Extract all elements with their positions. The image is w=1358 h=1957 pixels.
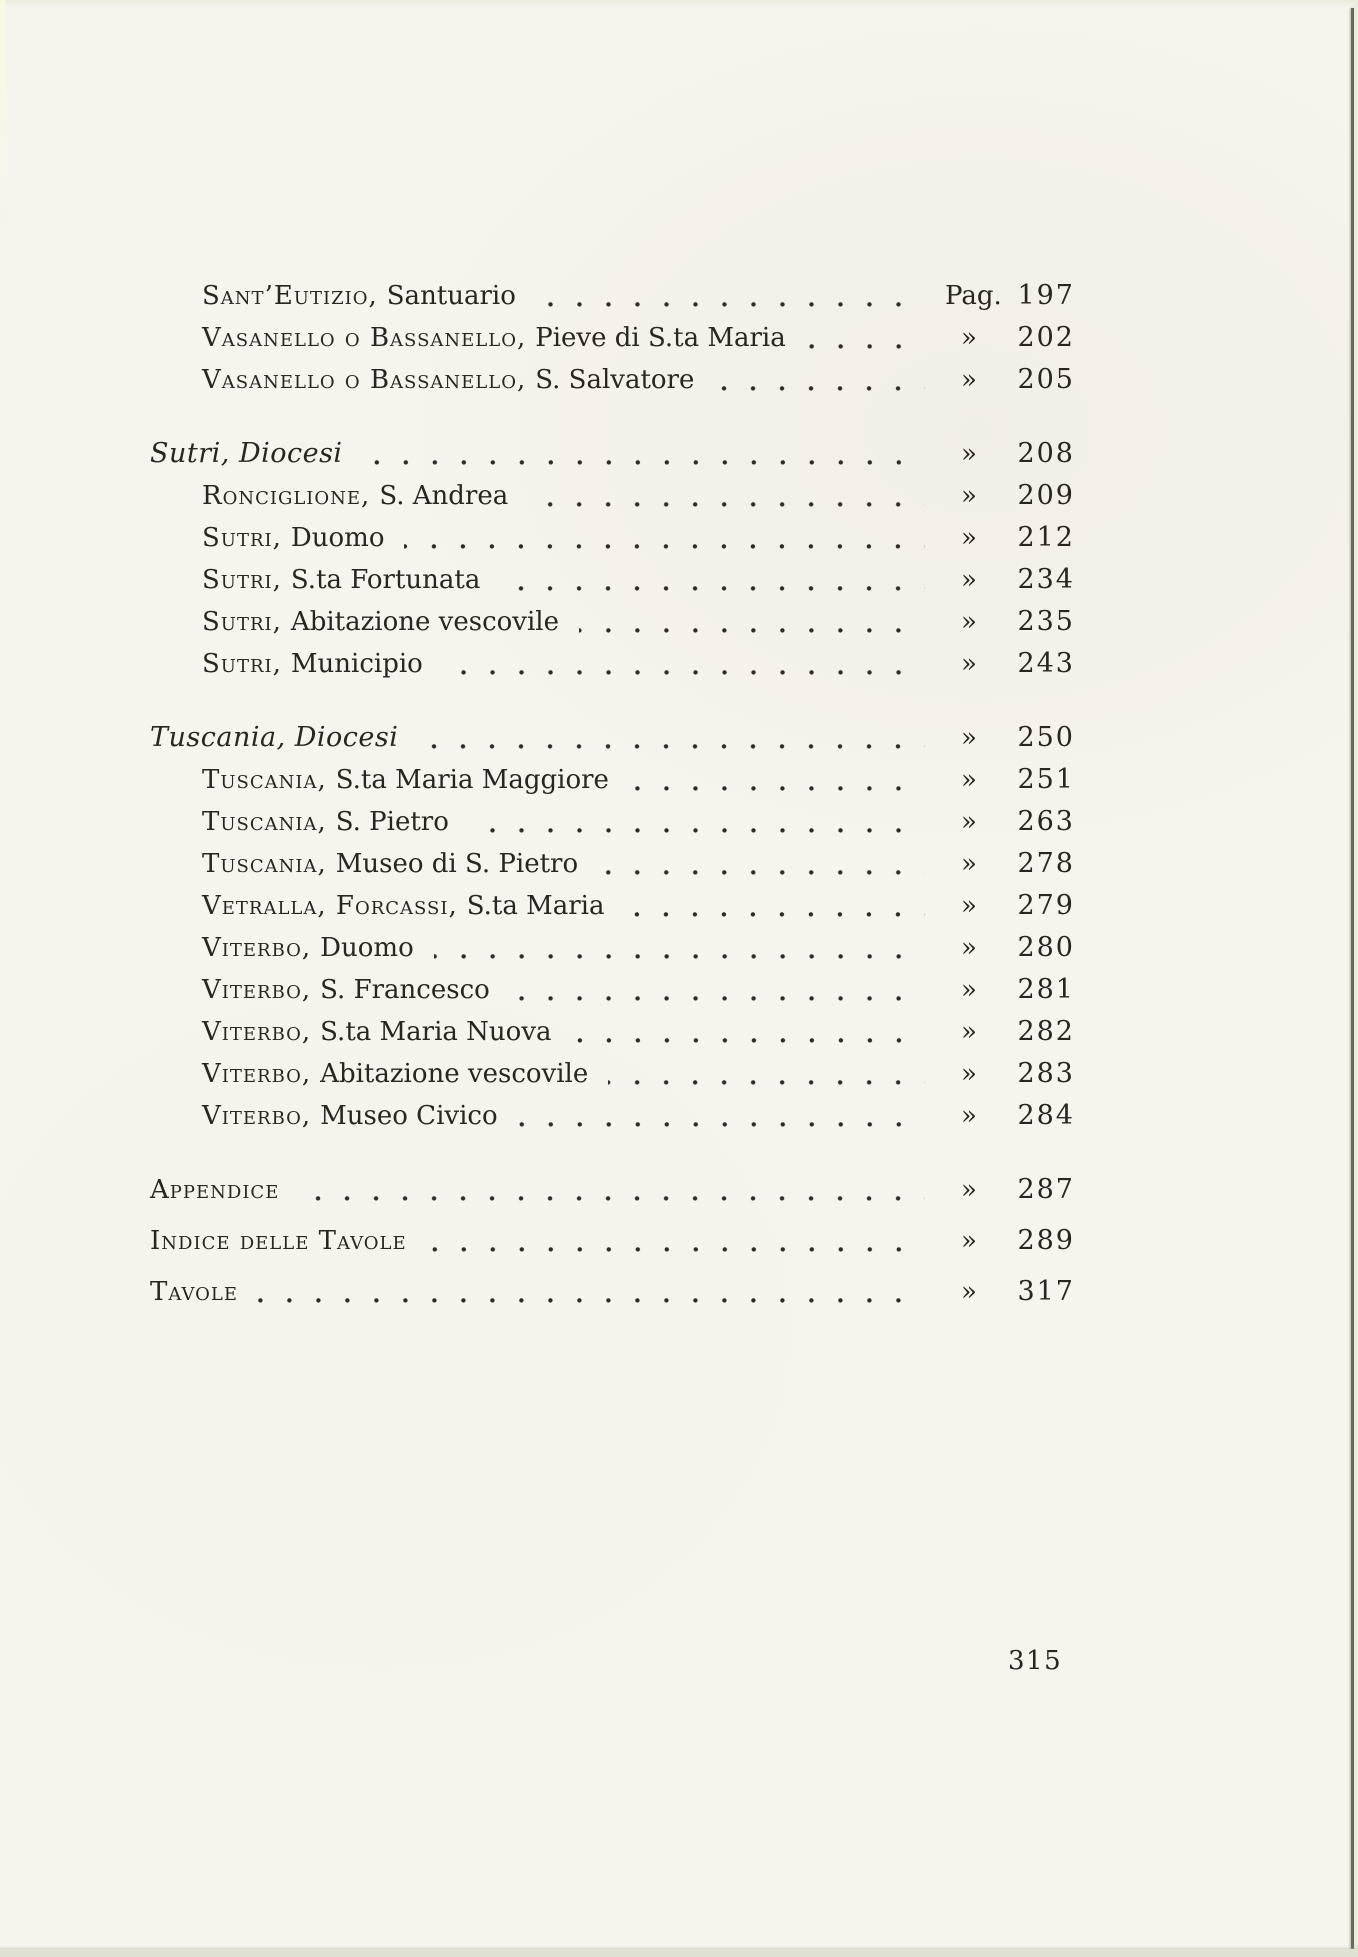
dot-leader xyxy=(480,559,945,601)
toc-row xyxy=(150,517,1075,559)
entry-name xyxy=(202,475,508,517)
page-ref-label: » xyxy=(961,723,977,753)
dot-leader xyxy=(498,1095,945,1137)
scan-left-edge-strip xyxy=(0,0,6,230)
entry-page-number: 250 xyxy=(1017,722,1075,753)
entry-name xyxy=(202,843,578,885)
entry-name xyxy=(202,969,490,1011)
entry-name xyxy=(202,317,786,359)
entry-name-rest: S. Andrea xyxy=(379,481,509,511)
entry-name-smallcaps: Sutri, xyxy=(202,565,282,595)
entry-name xyxy=(202,885,604,927)
page-ref-label: » xyxy=(961,1059,977,1089)
entry-page-number: 243 xyxy=(1017,648,1075,679)
page-ref-label: » xyxy=(961,1277,977,1307)
toc-row xyxy=(150,1220,1075,1262)
entry-name-smallcaps: Sutri, xyxy=(202,649,282,679)
page-ref-label: » xyxy=(961,807,977,837)
toc-row xyxy=(150,475,1075,517)
entry-page-number: 289 xyxy=(1017,1225,1075,1256)
entry-name xyxy=(202,1053,588,1095)
toc-row xyxy=(150,559,1075,601)
entry-name-smallcaps: Tuscania, Diocesi xyxy=(150,722,399,753)
page-ref-label: » xyxy=(961,565,977,595)
entry-name-smallcaps: Viterbo, xyxy=(202,933,312,963)
entry-page-number: 263 xyxy=(1017,806,1075,837)
entry-page-number: 279 xyxy=(1017,890,1075,921)
entry-name-smallcaps: Vasanello o Bassanello, xyxy=(202,323,527,353)
entry-page-number: 317 xyxy=(1017,1276,1075,1307)
dot-leader xyxy=(559,601,945,643)
entry-name-smallcaps: Sutri, Diocesi xyxy=(150,438,343,469)
dot-leader xyxy=(490,969,945,1011)
page-ref-label: » xyxy=(961,1175,977,1205)
page-ref-label: » xyxy=(961,975,977,1005)
toc-row xyxy=(150,433,1075,475)
toc-row xyxy=(150,275,1075,317)
entry-name-smallcaps: Sant’Eutizio, xyxy=(202,281,378,311)
scan-right-paper-edge xyxy=(1354,0,1358,1957)
entry-name xyxy=(202,1011,552,1053)
entry-page-number: 208 xyxy=(1017,438,1075,469)
entry-name-rest: S.ta Maria xyxy=(466,891,605,921)
entry-page-number: 235 xyxy=(1017,606,1075,637)
toc-row xyxy=(150,1271,1075,1313)
entry-name-rest: S. Pietro xyxy=(335,807,449,837)
entry-name-smallcaps: Vasanello o Bassanello, xyxy=(202,365,527,395)
dot-leader xyxy=(508,475,945,517)
entry-name-rest: Abitazione vescovile xyxy=(320,1059,589,1089)
entry-name xyxy=(150,433,343,475)
scan-bottom-edge xyxy=(0,1949,1358,1957)
toc-row xyxy=(150,1169,1075,1211)
entry-name-rest: Santuario xyxy=(386,281,516,311)
entry-name-smallcaps: Appendice xyxy=(150,1175,280,1205)
toc-row xyxy=(150,759,1075,801)
dot-leader xyxy=(604,885,945,927)
page-ref-label: » xyxy=(961,607,977,637)
entry-name-rest: S. Salvatore xyxy=(535,365,695,395)
entry-name xyxy=(202,359,694,401)
entry-name-smallcaps: Sutri, xyxy=(202,523,282,553)
page-folio-number: 315 xyxy=(1008,1646,1063,1676)
entry-page-number: 281 xyxy=(1017,974,1075,1005)
entry-name xyxy=(202,517,384,559)
entry-name-smallcaps: Tuscania, xyxy=(202,849,327,879)
entry-page-number: 251 xyxy=(1017,764,1075,795)
dot-leader xyxy=(516,275,945,317)
entry-name-rest: S.ta Fortunata xyxy=(290,565,481,595)
page-ref-label: Pag. xyxy=(945,281,1002,311)
toc-row xyxy=(150,801,1075,843)
entry-name xyxy=(202,601,559,643)
dot-leader xyxy=(552,1011,945,1053)
toc-row xyxy=(150,885,1075,927)
entry-name-smallcaps: Viterbo, xyxy=(202,1059,312,1089)
dot-leader xyxy=(407,1220,945,1262)
entry-name-rest: Museo Civico xyxy=(320,1101,498,1131)
entry-page-number: 280 xyxy=(1017,932,1075,963)
scan-top-edge xyxy=(0,0,1358,7)
toc-row xyxy=(150,927,1075,969)
dot-leader xyxy=(384,517,945,559)
entry-page-number: 282 xyxy=(1017,1016,1075,1047)
toc-row xyxy=(150,843,1075,885)
dot-leader xyxy=(343,433,945,475)
entry-name-smallcaps: Viterbo, xyxy=(202,975,312,1005)
entry-name-smallcaps: Sutri, xyxy=(202,607,282,637)
page-ref-label: » xyxy=(961,765,977,795)
toc-row xyxy=(150,643,1075,685)
entry-page-number: 197 xyxy=(1017,280,1075,311)
entry-name-rest: S.ta Maria Nuova xyxy=(320,1017,552,1047)
entry-name xyxy=(202,927,414,969)
dot-leader xyxy=(786,317,945,359)
entry-name xyxy=(150,1220,407,1262)
entry-name xyxy=(202,759,609,801)
dot-leader xyxy=(423,643,945,685)
page-ref-label: » xyxy=(961,439,977,469)
dot-leader xyxy=(279,1169,945,1211)
page-ref-label: » xyxy=(961,365,977,395)
dot-leader xyxy=(588,1053,945,1095)
entry-name-smallcaps: Tuscania, xyxy=(202,765,327,795)
page-ref-label: » xyxy=(961,649,977,679)
toc-row xyxy=(150,1095,1075,1137)
page-ref-label: » xyxy=(961,1226,977,1256)
entry-name-smallcaps: Viterbo, xyxy=(202,1017,312,1047)
entry-page-number: 212 xyxy=(1017,522,1075,553)
dot-leader xyxy=(578,843,945,885)
page-ref-label: » xyxy=(961,1101,977,1131)
entry-name-rest: Duomo xyxy=(290,523,385,553)
entry-name-smallcaps: Vetralla, Forcassi, xyxy=(202,891,458,921)
entry-name-rest: Municipio xyxy=(290,649,423,679)
entry-name xyxy=(150,717,398,759)
toc-row xyxy=(150,317,1075,359)
dot-leader xyxy=(609,759,945,801)
dot-leader xyxy=(238,1271,945,1313)
page-ref-label: » xyxy=(961,323,977,353)
entry-name xyxy=(202,643,423,685)
dot-leader xyxy=(414,927,945,969)
entry-page-number: 205 xyxy=(1017,364,1075,395)
dot-leader xyxy=(398,717,945,759)
entry-page-number: 287 xyxy=(1017,1174,1075,1205)
toc-row xyxy=(150,1011,1075,1053)
entry-name-smallcaps: Indice delle Tavole xyxy=(150,1226,407,1256)
entry-name xyxy=(202,801,449,843)
page-ref-label: » xyxy=(961,933,977,963)
entry-page-number: 209 xyxy=(1017,480,1075,511)
entry-name xyxy=(150,1169,279,1211)
table-of-contents xyxy=(150,275,1075,1313)
entry-name-rest: Pieve di S.ta Maria xyxy=(535,323,786,353)
entry-name-smallcaps: Ronciglione, xyxy=(202,481,371,511)
entry-page-number: 234 xyxy=(1017,564,1075,595)
entry-name-rest: Museo di S. Pietro xyxy=(335,849,579,879)
entry-name-rest: S. Francesco xyxy=(320,975,490,1005)
toc-row xyxy=(150,1053,1075,1095)
entry-name-smallcaps: Tuscania, xyxy=(202,807,327,837)
entry-name-smallcaps: Viterbo, xyxy=(202,1101,312,1131)
entry-name-rest: Duomo xyxy=(320,933,414,963)
dot-leader xyxy=(694,359,945,401)
page-ref-label: » xyxy=(961,523,977,553)
entry-name xyxy=(202,275,516,317)
entry-page-number: 278 xyxy=(1017,848,1075,879)
entry-name-smallcaps: Tavole xyxy=(150,1277,238,1307)
entry-page-number: 202 xyxy=(1017,322,1075,353)
toc-row xyxy=(150,969,1075,1011)
toc-row xyxy=(150,717,1075,759)
scan-right-edge-shadow xyxy=(1351,8,1354,1957)
entry-name-rest: Abitazione vescovile xyxy=(290,607,560,637)
toc-row xyxy=(150,601,1075,643)
toc-row xyxy=(150,359,1075,401)
page-ref-label: » xyxy=(961,1017,977,1047)
entry-name xyxy=(150,1271,238,1313)
entry-name-rest: S.ta Maria Maggiore xyxy=(335,765,609,795)
page-ref-label: » xyxy=(961,891,977,921)
dot-leader xyxy=(449,801,945,843)
entry-name xyxy=(202,1095,498,1137)
page-ref-label: » xyxy=(961,849,977,879)
page-ref-label: » xyxy=(961,481,977,511)
entry-page-number: 283 xyxy=(1017,1058,1075,1089)
entry-name xyxy=(202,559,480,601)
entry-page-number: 284 xyxy=(1017,1100,1075,1131)
